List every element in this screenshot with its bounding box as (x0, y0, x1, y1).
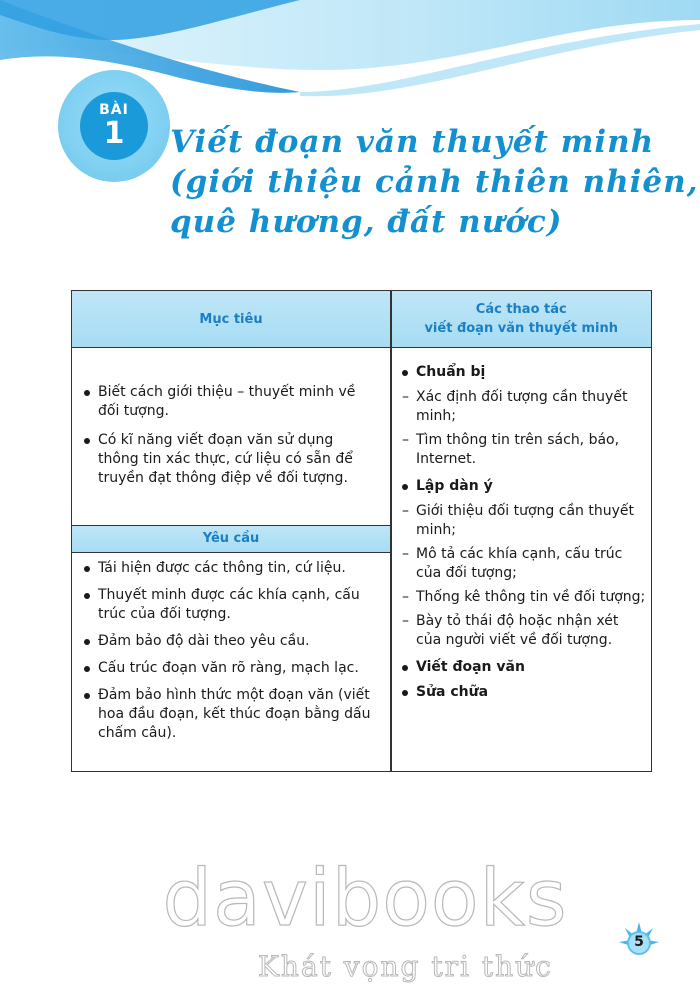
page-number: 5 (634, 934, 644, 950)
step-subitem: – Xác định đối tượng cần thuyết minh; (394, 388, 646, 426)
requirement-item: Tái hiện được các thông tin, cứ liệu. (76, 559, 380, 578)
lesson-badge-inner (80, 92, 148, 160)
requirement-item: Thuyết minh được các khía cạnh, cấu trúc của đối tượng. (76, 586, 380, 624)
step-subitem: – Tìm thông tin trên sách, báo, Internet. (394, 431, 646, 469)
column-divider (390, 291, 392, 771)
lesson-number: 1 (103, 116, 125, 151)
goals-list (76, 383, 376, 498)
requirements-header (72, 525, 390, 553)
goal-item: Biết cách giới thiệu – thuyết minh về đối tượng. (76, 383, 376, 421)
step-subitem: – Giới thiệu đối tượng cần thuyết minh; (394, 502, 646, 540)
step-title: Sửa chữa (394, 683, 646, 702)
lesson-title-line: Viết đoạn văn thuyết minh (170, 124, 655, 160)
step-subitem: – Thống kê thông tin về đối tượng; (394, 588, 646, 607)
step-subitem: – Mô tả các khía cạnh, cấu trúc của đối tượng; (394, 545, 646, 583)
step-subitems (394, 388, 646, 469)
actions-header-line: Các thao tác (475, 302, 567, 317)
actions-header-line: viết đoạn văn thuyết minh (424, 321, 619, 336)
lesson-badge (58, 70, 170, 182)
requirement-item: Đảm bảo độ dài theo yêu cầu. (76, 632, 380, 651)
step-subitems (394, 502, 646, 650)
requirements-header-label: Yêu cầu (202, 531, 260, 546)
steps-list (394, 363, 646, 708)
goals-header-label: Mục tiêu (199, 311, 263, 327)
goal-item: Có kĩ năng viết đoạn văn sử dụng thông tin xác thực, cứ liệu có sẵn để truyền đạt thông điệp về đối tượng. (76, 431, 376, 488)
lesson-title-line: quê hương, đất nước) (170, 204, 563, 240)
goals-header (72, 291, 390, 348)
lesson-word: BÀI (99, 102, 129, 118)
step-title: Lập dàn ý (394, 477, 646, 496)
requirement-item: Cấu trúc đoạn văn rõ ràng, mạch lạc. (76, 659, 380, 678)
step-title: Chuẩn bị (394, 363, 646, 382)
watermark-logo: davibooks (162, 854, 568, 944)
requirement-item: Đảm bảo hình thức một đoạn văn (viết hoa đầu đoạn, kết thúc đoạn bằng dấu chấm câu). (76, 686, 380, 743)
step-subitem: – Bày tỏ thái độ hoặc nhận xét của người viết về đối tượng. (394, 612, 646, 650)
watermark-tagline: Khát vọng tri thức (258, 950, 553, 983)
lesson-title (170, 122, 699, 242)
step-title: Viết đoạn văn (394, 658, 646, 677)
requirements-list (76, 559, 380, 751)
actions-header (392, 291, 652, 348)
lesson-title-line: (giới thiệu cảnh thiên nhiên, (170, 164, 699, 200)
lesson-table (71, 290, 652, 772)
